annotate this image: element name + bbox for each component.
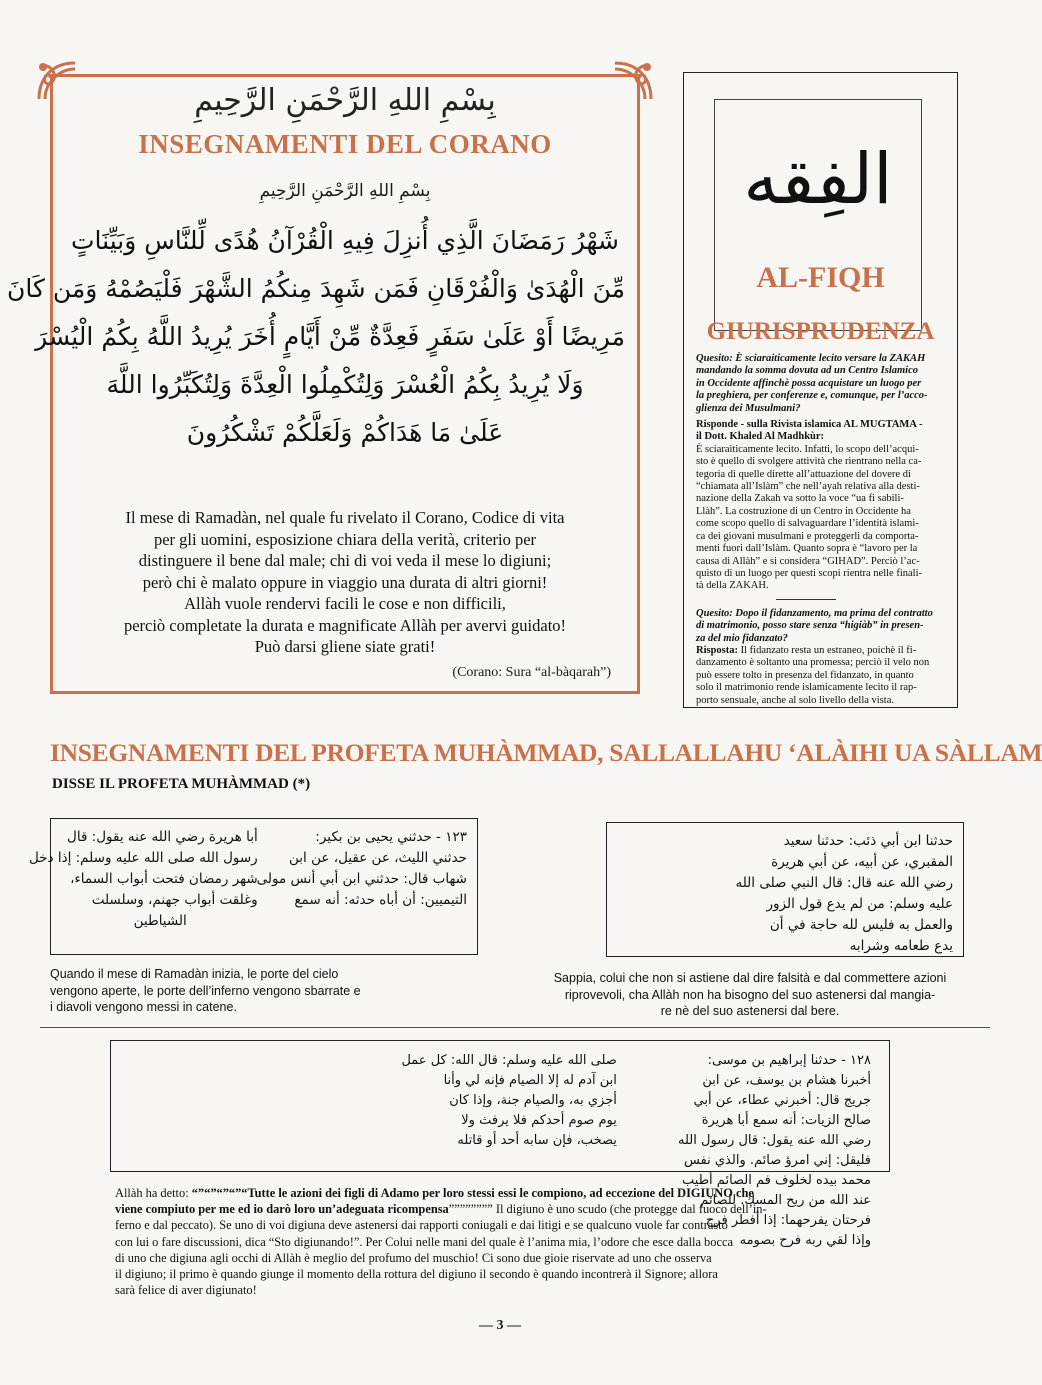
profeta-subheading: DISSE IL PROFETA MUHÀMMAD (*) [52, 776, 311, 792]
question-label: Quesito: [696, 353, 733, 364]
fiqh-box [683, 72, 958, 708]
paragraph-line: re nè del suo astenersi dal bere. [660, 1004, 840, 1018]
paragraph-line: il digiuno; il primo è quando giunge il momento della rottura del digiuno il secondo è quando incontrerà il Signore; allora [115, 1267, 718, 1282]
fiqh-text [696, 353, 947, 707]
arabic-verse-line: عَلَىٰ مَا هَدَاكُمْ وَلَعَلَّكُمْ تَشْكُرُونَ [186, 418, 504, 447]
quran-source: (Corano: Sura “al-bàqarah”) [452, 665, 611, 680]
question-line: di matrimonio, posso stare senza “higiàb” in presen- [696, 620, 924, 632]
hadith-box-ramadan [28, 818, 478, 955]
answer-line [696, 419, 947, 431]
paragraph-line [115, 1185, 895, 1201]
answer-line: quisto di un luogo per questi scopi rientra nelle finali- [696, 567, 922, 579]
answer-line: tà della ZAKAH. [696, 580, 769, 592]
hadith-line: يدع طعامه وشرابه [849, 938, 953, 954]
hadith-line: عند الله من ريح المسك. للصائم [700, 1193, 871, 1208]
hadith-column [367, 1051, 617, 1151]
hadith-line: ١٢٣ - حدثني يحيى بن بكير: [315, 829, 467, 845]
answer-line: solo il matrimonio rende islamicamente lecito il rap- [696, 682, 917, 694]
hadith-line: وغلقت أبواب جهنم، وسلسلت [91, 892, 258, 908]
hadith-line: أجزي به، والصيام جنة، وإذا كان [449, 1093, 617, 1108]
hadith-line: رسول الله صلى الله عليه وسلم: إذا دخل [28, 850, 258, 866]
hadith-line: شهر رمضان فتحت أبواب السماء، [70, 871, 258, 887]
bold-quote: viene compiuto per me ed io darò loro un’adeguata ricompensa [115, 1202, 449, 1217]
paragraph-line: vengono aperte, le porte dell’inferno vengono sbarrate e [50, 983, 361, 998]
hadith-line: فليقل: إني امرؤ صائم. والذي نفس [683, 1153, 871, 1168]
hadith-line: شهاب قال: حدثني ابن أبي أنس مولى [256, 871, 467, 887]
hadith-line: والعمل به فليس لله حاجة في أن [769, 917, 953, 933]
fiqh-subtitle: GIURISPRUDENZA [706, 318, 935, 345]
fiqh-title: AL-FIQH [756, 261, 885, 294]
hadith-column [256, 827, 467, 911]
hadith-line: فرحتان يفرحهما: إذا أفطر فرح [705, 1213, 871, 1228]
hadith-line: محمد بيده لخلوف فم الصائم أطيب [682, 1173, 871, 1188]
hadith-line: يصخب، فإن سابه أحد أو قاتله [457, 1133, 617, 1148]
question-label: Quesito: [696, 607, 733, 619]
hadith-line: المقبري، عن أبيه، عن أبي هريرة [771, 854, 953, 870]
answer-line [696, 645, 947, 657]
arabic-verse-line: شَهْرُ رَمَضَانَ الَّذِي أُنزِلَ فِيهِ الْقُرْآنُ هُدًى لِّلنَّاسِ وَبَيِّنَاتٍ [71, 226, 619, 255]
hadith-line: أبا هريرة رضي الله عنه يقول: قال [67, 829, 258, 845]
quran-translation [83, 507, 607, 658]
text-span: Allàh ha detto: [115, 1186, 192, 1200]
hadith-line: ابن آدم له إلا الصيام فإنه لي وأنا [443, 1073, 617, 1088]
fiqh-arabic-title: الفِقه [743, 138, 893, 220]
question-line: glienza dei Musulmani? [696, 402, 801, 414]
answer-line: come scopo quello di salvaguardare l’identità islami- [696, 518, 919, 530]
page-number: — 3 — [479, 1318, 521, 1333]
hadith-line: الشياطين [133, 913, 187, 929]
question-line: la preghiera, per conferenze e, comunque, per l’acco- [696, 390, 928, 402]
answer-line: porto sensuale, anche al solo livello della vista. [696, 694, 894, 706]
hadith-line: حدثني الليث، عن عقيل، عن ابن [289, 850, 467, 866]
hadith-column [28, 827, 258, 932]
answer-line: tegoria di quelle dirette all’attuazione del dovere di [696, 468, 911, 480]
hadith-translation-falsita [540, 970, 960, 1020]
translation-line: perciò completate la durata e magnificate Allàh per avervi guidato! [123, 615, 567, 635]
quran-box [7, 74, 640, 694]
hadith-line: رضي الله عنه يقول: قال رسول الله [678, 1133, 871, 1148]
paragraph-line: di uno che digiuna agli occhi di Allàh è meglio del profumo del muschio! Ci sono due gioie riservate ad uno che osserva [115, 1250, 712, 1265]
answer-line: “chiamata all’Islàm” che nell’ayah relativa alla desti- [696, 481, 920, 493]
hadith-line: يوم صوم أحدكم فلا يرفث ولا [461, 1113, 617, 1128]
separator [776, 599, 836, 600]
question-line: za del mio fidanzato? [696, 632, 788, 644]
translation-line: Il mese di Ramadàn, nel quale fu rivelato il Corano, Codice di vita [125, 508, 565, 527]
paragraph-line [115, 1201, 895, 1217]
paragraph-line: ferno e dal peccato). Se uno di voi digiuna deve astenersi dai rapporti coniugali e dai litigi e se qualcuno vuole far contrasto [115, 1218, 728, 1233]
answer-line: ca dei giovani musulmani e proteggerli da comporta- [696, 530, 919, 542]
hadith-translation-ramadan [50, 966, 468, 1016]
hadith-line: وإذا لقي ربه فرح بصومه [739, 1233, 871, 1248]
translation-line: per gli uomini, esposizione chiara della verità, criterio per [153, 529, 537, 549]
answer-line: causa di Allàh” e si considera “GIHAD”. Perciò l’ac- [696, 555, 920, 567]
translation-line: Allàh vuole rendervi facili le cose e non difficili, [184, 594, 506, 613]
paragraph-line: con lui o fare discussioni, dica “Sto digiunando!”. Per Colui nelle mani del quale è l’anima mia, l’odore che esce dalla bocca [115, 1234, 733, 1249]
paragraph-line: i diavoli vengono messi in catene. [50, 1000, 237, 1014]
translation-line: Può darsi gliene siate grati! [254, 637, 436, 656]
question-text: È sciaraiticamente lecito versare la ZAKAH [735, 353, 926, 364]
hadith-translation-digiuno [115, 1185, 895, 1298]
hadith-line: حدثنا ابن أبي ذئب: حدثنا سعيد [783, 833, 953, 849]
hadith-box-falsita [606, 822, 964, 957]
hadith-line: جريج قال: أخبرني عطاء، عن أبي [693, 1093, 871, 1108]
answer-label: Risposta: [696, 644, 739, 656]
paragraph-line: sarà felice di aver digiunato! [115, 1283, 257, 1298]
basmala-calligraphy: بِسْمِ اللهِ الرَّحْمَنِ الرَّحِيمِ [194, 83, 496, 118]
answer-text: - sulla Rivista islamica AL MUGTAMA - [738, 419, 923, 431]
arabic-verses [7, 217, 625, 457]
hadith-line: عليه وسلم: من لم يدع قول الزور [766, 896, 953, 912]
hadith-column [621, 1051, 871, 1151]
answer-line: menti fuori dall’Islàm. Quanto sopra è “lavoro per la [696, 543, 918, 555]
answer-line: sto è quello di svolgere attività che rientrano nella ca- [696, 456, 922, 468]
answer-text: Il fidanzato resta un estraneo, poichè il fi- [738, 644, 917, 656]
question-line [696, 353, 947, 365]
arabic-verse-line: وَلَا يُرِيدُ بِكُمُ الْعُسْرَ وَلِتُكْمِلُوا الْعِدَّةَ وَلِتُكَبِّرُوا اللَّهَ [106, 370, 584, 399]
fiqh-calligraphy-frame [714, 99, 922, 331]
hadith-line: صالح الزيات: أنه سمع أبا هريرة [701, 1113, 871, 1128]
hadith-line: أخبرنا هشام بن يوسف، عن ابن [702, 1073, 871, 1088]
answer-line: nazione della Zakah va sotto la voce “ua fi sabili- [696, 493, 904, 505]
hadith-line: ١٢٨ - حدثنا إبراهيم بن موسى: [707, 1053, 871, 1068]
hadith-line: رضي الله عنه قال: قال النبي صلى الله [735, 875, 953, 891]
arabic-verse-line: مَرِيضًا أَوْ عَلَىٰ سَفَرٍ فَعِدَّةٌ مِّنْ أَيَّامٍ أُخَرَ يُرِيدُ اللَّهُ بِكُمُ الْيُسْرَ [35, 322, 625, 351]
answer-label: Risponde [696, 419, 739, 431]
paragraph-line: Quando il mese di Ramadàn inizia, le porte del cielo [50, 967, 339, 981]
bold-quote: “”“”“”“”“Tutte le azioni dei figli di Adamo per loro stessi essi le compiono, ad eccezione del DIGIUNO che [191, 1186, 754, 1200]
answer-line: È sciaraiticamente lecito. Infatti, lo scopo dell’acqui- [696, 443, 919, 455]
question-text: Dopo il fidanzamento, ma prima del contratto [735, 607, 933, 619]
answer-line: danzamento è soltanto una promessa; perciò il velo non [696, 657, 930, 669]
translation-line: però chi è malato oppure in viaggio una durata di altri giorni! [142, 572, 548, 592]
arabic-verse-line: مِّنَ الْهُدَىٰ وَالْفُرْقَانِ فَمَن شَهِدَ مِنكُمُ الشَّهْرَ فَلْيَصُمْهُ وَمَن كَانَ [7, 274, 625, 303]
hadith-line: صلى الله عليه وسلم: قال الله: كل عمل [401, 1053, 617, 1068]
text-span: ”””””””” Il digiuno è uno scudo (che protegge dal fuoco dell’in- [448, 1202, 767, 1217]
question-line [696, 608, 947, 620]
answer-line: il Dott. Khaled Al Madhkùr: [696, 431, 825, 443]
translation-line: distinguere il bene dal male; chi di voi veda il mese lo digiuni; [138, 551, 552, 570]
question-line: mandando la somma dovuta ad un Centro Islamico [696, 365, 918, 377]
profeta-heading: INSEGNAMENTI DEL PROFETA MUHÀMMAD, SALLALLAHU ‘ALÀIHI UA SÀLLAM [50, 738, 1042, 767]
section-divider [40, 1027, 990, 1028]
hadith-line: التيميين: أن أباه حدثه: أنه سمع [294, 892, 467, 908]
answer-line: può essere tolto in presenza del fidanzato, in quanto [696, 669, 914, 681]
quran-heading: INSEGNAMENTI DEL CORANO [138, 129, 552, 159]
basmala-small: بِسْمِ اللهِ الرَّحْمَنِ الرَّحِيمِ [259, 181, 431, 201]
paragraph-line: Sappia, colui che non si astiene dal dire falsità e dal commettere azioni [553, 971, 947, 985]
answer-line: Llàh”. La costruzione di un Centro in Occidente ha [696, 505, 911, 517]
question-line: in Occidente affinchè possa acquistare un luogo per [696, 377, 922, 389]
paragraph-line: riprovevoli, cha Allàh non ha bisogno del suo astenersi dal mangia- [564, 987, 936, 1002]
